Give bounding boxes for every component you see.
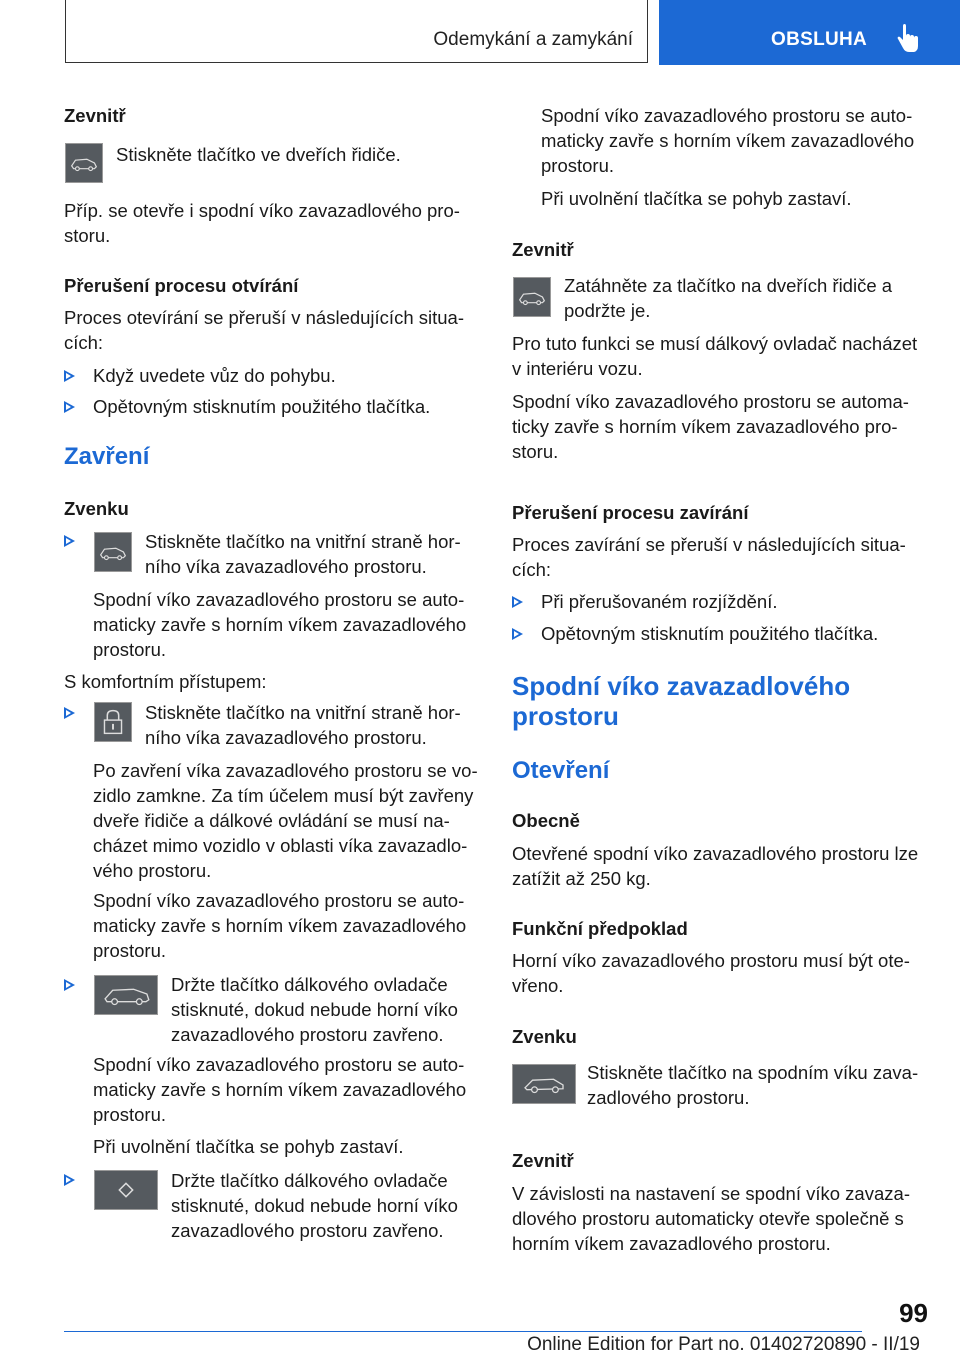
list-item-text [171,972,482,1047]
list-item-note: Při uvolnění tlačítka se pohyb zastaví. [93,1136,404,1157]
bullet-triangle-icon [64,401,75,413]
bullet-triangle-icon [64,1174,75,1186]
paragraph: V závislosti na nastavení se spodní víko zavazadlového prostoru automaticky otevře společně s horním víkem zavazadlového prostoru. [512,1183,910,1254]
continued-note: Spodní víko zavazadlového prostoru se automaticky zavře s horním víkem zavazadlového prostoru. [541,105,915,176]
footer-edition: Online Edition for Part no. 01402720890 - II/19 [527,1334,920,1355]
door-button-image [513,277,551,317]
page-number: 99 [899,1298,928,1328]
car-trunk-icon [514,278,550,316]
list-item-note: Spodní víko zavazadlového prostoru se automaticky zavře s horním víkem zavazadlového prostoru. [93,890,467,961]
subheading-zvenku: Zvenku [512,1026,577,1047]
bullet-triangle-icon [512,628,523,640]
list-item-text-content: Držte tlačítko dálkového ovladače stisknuté, dokud nebude horní víko zavazadlového prostoru zavřeno. [171,974,458,1045]
paragraph: Horní víko zavazadlového prostoru musí být otevřeno. [512,950,910,996]
subheading-zevnitr: Zevnitř [64,105,126,126]
paragraph: Pro tuto funkci se musí dálkový ovladač nacházet v interiéru vozu. [512,333,918,379]
list-item-text: Držte tlačítko dálkového ovladače stisknuté, dokud nebude horní víko zavazadlového prostoru zavřeno. [171,1170,458,1241]
list-item-text: Stiskněte tlačítko na vnitřní straně horního víka zavazadlového prostoru. [145,702,461,748]
preruseni-zavirani-text: Proces zavírání se přeruší v následujících situacích: [512,534,906,580]
list-item-note: Po zavření víka zavazadlového prostoru se vozidlo zamkne. Za tím účelem musí být zavřeny dveře řidiče a dálkové ovládání se musí nacházet mimo vozidlo v oblasti víka zavazadlového prostoru. [93,760,478,881]
zevnitr-instruction: Zatáhněte za tlačítko na dveřích řidiče a podržte je. [564,275,893,321]
bullet-item: Opětovným stisknutím použitého tlačítka. [541,623,879,644]
continued-note: Při uvolnění tlačítka se pohyb zastaví. [541,188,852,209]
heading-zavreni: Zavření [64,443,150,470]
lock-icon [95,703,131,741]
bullet-item: Když uvedete vůz do pohybu. [93,365,336,386]
list-item-note: Spodní víko zavazadlového prostoru se automaticky zavře s horním víkem zavazadlového prostoru. [93,589,467,660]
bullet-triangle-icon [64,535,75,547]
subheading-preruseni-otvirani: Přerušení procesu otvírání [64,275,299,296]
list-item-note: Spodní víko zavazadlového prostoru se automaticky zavře s horním víkem zavazadlového prostoru. [93,1054,467,1125]
car-trunk-icon [66,144,102,182]
header-title-box [65,0,648,63]
section-tab [659,0,960,65]
subheading-zvenku: Zvenku [64,498,129,519]
lock-button-image [94,702,132,742]
car-trunk-icon [95,533,131,571]
door-button-image [65,143,103,183]
bullet-triangle-icon [64,370,75,382]
remote-trunk-button-image [94,975,158,1015]
zvenku-instruction: Stiskněte tlačítko na spodním víku zavazadlového prostoru. [587,1062,919,1108]
paragraph: Otevřené spodní víko zavazadlového prostoru lze zatížit až 250 kg. [512,843,919,889]
heading-otevreni: Otevření [512,757,610,784]
paragraph: Spodní víko zavazadlového prostoru se automaticky zavře s horním víkem zavazadlového prostoru. [512,391,909,462]
car-trunk-icon [513,1065,575,1103]
pointing-hand-icon [895,24,921,54]
bullet-item: Opětovným stisknutím použitého tlačítka. [93,396,431,417]
subheading-funkcni-predpoklad: Funkční předpoklad [512,918,688,939]
footer-divider [64,1331,862,1332]
zevnitr-instruction: Stiskněte tlačítko ve dveřích řidiče. [116,144,401,165]
bullet-triangle-icon [512,596,523,608]
komfort-label: S komfortním přístupem: [64,671,267,692]
subheading-zevnitr: Zevnitř [512,1150,574,1171]
section-tab-label: OBSLUHA [771,29,868,50]
remote-button-image [94,1170,158,1210]
subheading-zevnitr: Zevnitř [512,239,574,260]
subheading-preruseni-zavirani: Přerušení procesu zavírání [512,502,749,523]
bullet-triangle-icon [64,707,75,719]
heading-spodni-viko: Spodní víko zavazadlového prostoru [512,671,851,731]
lower-trunk-button-image [512,1064,576,1104]
prip-text: Příp. se otevře i spodní víko zavazadlového prostoru. [64,200,460,246]
preruseni-otvirani-text: Proces otevírání se přeruší v následujících situacích: [64,307,465,353]
bullet-triangle-icon [64,979,75,991]
bullet-item: Při přerušovaném rozjíždění. [541,591,778,612]
car-trunk-icon [95,976,157,1014]
trunk-button-image [94,532,132,572]
diamond-icon [95,1171,157,1209]
list-item-text: Stiskněte tlačítko na vnitřní straně horního víka zavazadlového prostoru. [145,531,461,577]
page-header [65,0,960,65]
subheading-obecne: Obecně [512,810,580,831]
header-title: Odemykání a zamykání [433,29,633,50]
